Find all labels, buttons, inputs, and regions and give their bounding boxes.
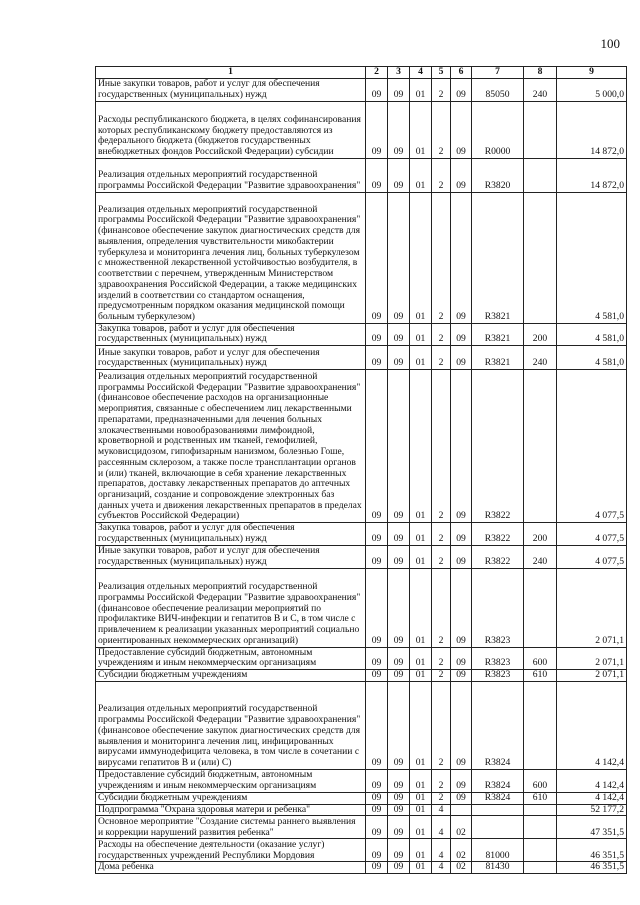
- row-code-cell-c6: 09: [451, 78, 472, 101]
- row-code-cell-c2: 09: [366, 545, 388, 568]
- row-name-cell: Закупка товаров, работ и услуг для обеспечения государственных (муниципальных) нужд: [96, 523, 366, 545]
- row-code-cell-c6: 09: [451, 192, 472, 323]
- row-name-cell: Субсидии бюджетным учреждениям: [96, 792, 366, 804]
- row-code-cell-c4: 01: [410, 101, 432, 158]
- table-row: [96, 158, 627, 192]
- row-code-cell-c3: 09: [388, 78, 410, 101]
- row-code-cell-c8: 610: [524, 670, 557, 682]
- row-code-cell-c7: R3824: [472, 769, 524, 792]
- row-code-cell-c4: 01: [410, 370, 432, 523]
- row-code-cell-c8: [524, 192, 557, 323]
- row-name-cell: Иные закупки товаров, работ и услуг для обеспечения государственных (муниципальных) нужд: [96, 346, 366, 370]
- row-code-cell-c4: 01: [410, 346, 432, 370]
- row-code-cell-c5: 2: [432, 192, 451, 323]
- row-code-cell-c4: 01: [410, 792, 432, 804]
- row-code-cell-c7: 85050: [472, 78, 524, 101]
- row-code-cell-c2: 09: [366, 346, 388, 370]
- row-name-cell: Расходы республиканского бюджета, в целях софинансирования которых республиканскому бюджету предоставляются из федерального бюджета (бюджетов государственных внебюджетных фондов Российской Федерации) субсидии: [96, 101, 366, 158]
- row-code-cell-c9: 14 872,0: [557, 158, 627, 192]
- row-code-cell-c2: 09: [366, 647, 388, 669]
- row-code-cell-c9: 46 351,5: [557, 862, 627, 874]
- row-code-cell-c4: 01: [410, 681, 432, 769]
- row-code-cell-c8: [524, 839, 557, 862]
- row-name-cell: Подпрограмма "Охрана здоровья матери и ребенка": [96, 804, 366, 816]
- row-code-cell-c5: 2: [432, 370, 451, 523]
- table-row: [96, 323, 627, 345]
- row-name-cell: Основное мероприятие "Создание системы раннего выявления и коррекции нарушений развития ребенка": [96, 816, 366, 839]
- row-code-cell-c4: 01: [410, 647, 432, 669]
- row-code-cell-c9: 52 177,2: [557, 804, 627, 816]
- row-code-cell-c6: 09: [451, 370, 472, 523]
- row-code-cell-c7: R3822: [472, 370, 524, 523]
- row-code-cell-c8: [524, 568, 557, 647]
- row-name-cell: Дома ребенка: [96, 862, 366, 874]
- row-code-cell-c6: [451, 804, 472, 816]
- row-code-cell-c9: 4 142,4: [557, 792, 627, 804]
- table-row: [96, 192, 627, 323]
- table-row: [96, 78, 627, 101]
- row-code-cell-c7: R3821: [472, 323, 524, 345]
- row-code-cell-c2: 09: [366, 769, 388, 792]
- row-code-cell-c2: 09: [366, 804, 388, 816]
- row-code-cell-c3: 09: [388, 545, 410, 568]
- row-code-cell-c8: [524, 158, 557, 192]
- table-row: [96, 568, 627, 647]
- row-code-cell-c3: 09: [388, 101, 410, 158]
- table-row: [96, 792, 627, 804]
- row-code-cell-c2: 09: [366, 681, 388, 769]
- row-code-cell-c7: R3823: [472, 647, 524, 669]
- row-code-cell-c5: 2: [432, 323, 451, 345]
- row-code-cell-c9: 2 071,1: [557, 568, 627, 647]
- row-code-cell-c3: 09: [388, 816, 410, 839]
- row-code-cell-c8: [524, 101, 557, 158]
- row-code-cell-c7: R3823: [472, 568, 524, 647]
- header-cell: 5: [432, 67, 451, 79]
- row-name-cell: Субсидии бюджетным учреждениям: [96, 670, 366, 682]
- row-code-cell-c3: 09: [388, 370, 410, 523]
- row-code-cell-c9: 2 071,1: [557, 670, 627, 682]
- row-code-cell-c4: 01: [410, 568, 432, 647]
- table-row: [96, 545, 627, 568]
- row-code-cell-c5: 4: [432, 804, 451, 816]
- row-code-cell-c4: 01: [410, 523, 432, 545]
- row-code-cell-c6: 09: [451, 323, 472, 345]
- row-code-cell-c9: 4 077,5: [557, 523, 627, 545]
- row-code-cell-c8: 240: [524, 78, 557, 101]
- row-code-cell-c4: 01: [410, 323, 432, 345]
- header-cell: 6: [451, 67, 472, 79]
- header-cell: 2: [366, 67, 388, 79]
- row-name-cell: Иные закупки товаров, работ и услуг для обеспечения государственных (муниципальных) нужд: [96, 78, 366, 101]
- table-row: [96, 670, 627, 682]
- row-code-cell-c5: 2: [432, 670, 451, 682]
- table-row: [96, 804, 627, 816]
- row-code-cell-c7: R3821: [472, 192, 524, 323]
- row-code-cell-c8: [524, 816, 557, 839]
- row-code-cell-c7: R3820: [472, 158, 524, 192]
- row-code-cell-c4: 01: [410, 78, 432, 101]
- row-code-cell-c5: 4: [432, 839, 451, 862]
- row-code-cell-c3: 09: [388, 769, 410, 792]
- row-code-cell-c2: 09: [366, 158, 388, 192]
- row-code-cell-c3: 09: [388, 670, 410, 682]
- table-header-row: [96, 67, 627, 79]
- row-name-cell: Реализация отдельных мероприятий государственной программы Российской Федерации "Развитие здравоохранения" (финансовое обеспечение закупок диагностических средств для выявления, определения чувствительности микобактерии туберкулеза и мониторинга лечения лиц, больных туберкулезом с множественной лекарственной устойчивостью возбудителя, в соответствии с перечнем, утвержденным Министерством здравоохранения Российской Федерации, а также медицинских изделий в соответствии со стандартом оснащения, предусмотренным порядком оказания медицинской помощи больным туберкулезом): [96, 192, 366, 323]
- row-code-cell-c4: 01: [410, 670, 432, 682]
- row-code-cell-c6: 09: [451, 681, 472, 769]
- row-code-cell-c5: 2: [432, 346, 451, 370]
- header-cell: 7: [472, 67, 524, 79]
- page-number: 100: [600, 36, 620, 51]
- row-code-cell-c5: 2: [432, 158, 451, 192]
- row-code-cell-c9: 46 351,5: [557, 839, 627, 862]
- table-row: [96, 839, 627, 862]
- row-code-cell-c8: 200: [524, 323, 557, 345]
- row-code-cell-c5: 2: [432, 545, 451, 568]
- row-code-cell-c9: 4 581,0: [557, 192, 627, 323]
- row-code-cell-c3: 09: [388, 647, 410, 669]
- row-code-cell-c8: 240: [524, 545, 557, 568]
- row-code-cell-c9: 4 581,0: [557, 346, 627, 370]
- row-code-cell-c4: 01: [410, 192, 432, 323]
- row-code-cell-c7: [472, 816, 524, 839]
- table-row: [96, 769, 627, 792]
- row-code-cell-c2: 09: [366, 670, 388, 682]
- row-code-cell-c5: 4: [432, 816, 451, 839]
- row-code-cell-c5: 2: [432, 647, 451, 669]
- row-code-cell-c6: 09: [451, 545, 472, 568]
- row-code-cell-c5: 2: [432, 568, 451, 647]
- row-name-cell: Реализация отдельных мероприятий государственной программы Российской Федерации "Развитие здравоохранения" (финансовое обеспечение закупок диагностических средств для выявления и мониторинга лечения лиц, инфицированных вирусами иммунодефицита человека, в том числе в сочетании с вирусами гепатитов В и (или) С): [96, 681, 366, 769]
- row-name-cell: Предоставление субсидий бюджетным, автономным учреждениям и иным некоммерческим организациям: [96, 647, 366, 669]
- row-code-cell-c3: 09: [388, 862, 410, 874]
- row-code-cell-c8: [524, 862, 557, 874]
- row-code-cell-c8: 600: [524, 769, 557, 792]
- row-name-cell: Предоставление субсидий бюджетным, автономным учреждениям и иным некоммерческим организациям: [96, 769, 366, 792]
- header-cell: 9: [557, 67, 627, 79]
- row-code-cell-c7: [472, 804, 524, 816]
- row-code-cell-c2: 09: [366, 101, 388, 158]
- row-code-cell-c5: 2: [432, 101, 451, 158]
- row-code-cell-c8: 200: [524, 523, 557, 545]
- row-code-cell-c5: 2: [432, 792, 451, 804]
- row-name-cell: Реализация отдельных мероприятий государственной программы Российской Федерации "Развитие здравоохранения" (финансовое обеспечение реализации мероприятий по профилактике ВИЧ-инфекции и гепатитов В и С, в том числе с привлечением к реализации указанных мероприятий социально ориентированных некоммерческих организаций): [96, 568, 366, 647]
- table-row: [96, 862, 627, 874]
- row-code-cell-c5: 4: [432, 862, 451, 874]
- row-code-cell-c3: 09: [388, 323, 410, 345]
- row-code-cell-c3: 09: [388, 158, 410, 192]
- row-code-cell-c2: 09: [366, 862, 388, 874]
- row-code-cell-c9: 4 142,4: [557, 769, 627, 792]
- row-code-cell-c6: 02: [451, 816, 472, 839]
- row-code-cell-c4: 01: [410, 862, 432, 874]
- table-row: [96, 681, 627, 769]
- row-code-cell-c3: 09: [388, 346, 410, 370]
- row-code-cell-c8: [524, 681, 557, 769]
- row-code-cell-c7: R0000: [472, 101, 524, 158]
- header-cell: 8: [524, 67, 557, 79]
- row-code-cell-c7: R3822: [472, 545, 524, 568]
- table-body: [96, 78, 627, 873]
- row-code-cell-c3: 09: [388, 681, 410, 769]
- row-code-cell-c2: 09: [366, 523, 388, 545]
- header-cell: 3: [388, 67, 410, 79]
- row-code-cell-c6: 09: [451, 769, 472, 792]
- row-code-cell-c9: 2 071,1: [557, 647, 627, 669]
- row-code-cell-c8: 240: [524, 346, 557, 370]
- row-code-cell-c7: 81430: [472, 862, 524, 874]
- row-code-cell-c6: 09: [451, 101, 472, 158]
- table-row: [96, 370, 627, 523]
- row-code-cell-c6: 02: [451, 862, 472, 874]
- row-code-cell-c6: 09: [451, 792, 472, 804]
- row-code-cell-c5: 2: [432, 681, 451, 769]
- row-name-cell: Расходы на обеспечение деятельности (оказание услуг) государственных учреждений Республики Мордовия: [96, 839, 366, 862]
- row-code-cell-c4: 01: [410, 839, 432, 862]
- row-code-cell-c5: 2: [432, 769, 451, 792]
- row-code-cell-c6: 09: [451, 158, 472, 192]
- header-cell: 4: [410, 67, 432, 79]
- row-code-cell-c5: 2: [432, 78, 451, 101]
- row-code-cell-c7: R3823: [472, 670, 524, 682]
- row-code-cell-c6: 09: [451, 647, 472, 669]
- row-code-cell-c6: 09: [451, 670, 472, 682]
- row-code-cell-c2: 09: [366, 568, 388, 647]
- row-code-cell-c9: 14 872,0: [557, 101, 627, 158]
- row-code-cell-c4: 01: [410, 545, 432, 568]
- row-code-cell-c8: 610: [524, 792, 557, 804]
- row-code-cell-c6: 02: [451, 839, 472, 862]
- row-code-cell-c2: 09: [366, 370, 388, 523]
- table-row: [96, 816, 627, 839]
- table-row: [96, 101, 627, 158]
- row-name-cell: Реализация отдельных мероприятий государственной программы Российской Федерации "Развитие здравоохранения" (финансовое обеспечение расходов на организационные мероприятия, связанные с обеспечением лиц лекарственными препаратами, предназначенными для лечения больных злокачественными новообразованиями лимфоидной, кроветворной и родственных им тканей, гемофилией, муковисцидозом, гипофизарным нанизмом, болезнью Гоше, рассеянным склерозом, а также после трансплантации органов и (или) тканей, включающие в себя хранение лекарственных препаратов, доставку лекарственных препаратов до аптечных организаций, создание и сопровождение электронных баз данных учета и движения лекарственных препаратов в пределах субъектов Российской Федерации): [96, 370, 366, 523]
- row-code-cell-c6: 09: [451, 568, 472, 647]
- row-code-cell-c6: 09: [451, 523, 472, 545]
- row-code-cell-c3: 09: [388, 568, 410, 647]
- row-name-cell: Реализация отдельных мероприятий государственной программы Российской Федерации "Развитие здравоохранения": [96, 158, 366, 192]
- header-cell: 1: [96, 67, 366, 79]
- row-code-cell-c7: 81000: [472, 839, 524, 862]
- table-row: [96, 647, 627, 669]
- row-name-cell: Иные закупки товаров, работ и услуг для обеспечения государственных (муниципальных) нужд: [96, 545, 366, 568]
- row-code-cell-c9: 47 351,5: [557, 816, 627, 839]
- row-name-cell: Закупка товаров, работ и услуг для обеспечения государственных (муниципальных) нужд: [96, 323, 366, 345]
- row-code-cell-c7: R3822: [472, 523, 524, 545]
- row-code-cell-c9: 4 077,5: [557, 545, 627, 568]
- row-code-cell-c6: 09: [451, 346, 472, 370]
- row-code-cell-c3: 09: [388, 804, 410, 816]
- row-code-cell-c2: 09: [366, 192, 388, 323]
- budget-table: [95, 66, 627, 874]
- row-code-cell-c3: 09: [388, 792, 410, 804]
- row-code-cell-c8: [524, 804, 557, 816]
- row-code-cell-c5: 2: [432, 523, 451, 545]
- row-code-cell-c9: 4 142,4: [557, 681, 627, 769]
- row-code-cell-c3: 09: [388, 839, 410, 862]
- row-code-cell-c4: 01: [410, 769, 432, 792]
- row-code-cell-c3: 09: [388, 192, 410, 323]
- row-code-cell-c2: 09: [366, 323, 388, 345]
- row-code-cell-c4: 01: [410, 816, 432, 839]
- row-code-cell-c8: [524, 370, 557, 523]
- row-code-cell-c4: 01: [410, 804, 432, 816]
- row-code-cell-c4: 01: [410, 158, 432, 192]
- row-code-cell-c2: 09: [366, 816, 388, 839]
- row-code-cell-c8: 600: [524, 647, 557, 669]
- row-code-cell-c7: R3824: [472, 681, 524, 769]
- table-row: [96, 523, 627, 545]
- row-code-cell-c9: 5 000,0: [557, 78, 627, 101]
- row-code-cell-c3: 09: [388, 523, 410, 545]
- row-code-cell-c2: 09: [366, 792, 388, 804]
- row-code-cell-c2: 09: [366, 78, 388, 101]
- row-code-cell-c9: 4 077,5: [557, 370, 627, 523]
- table-row: [96, 346, 627, 370]
- row-code-cell-c7: R3821: [472, 346, 524, 370]
- row-code-cell-c7: R3824: [472, 792, 524, 804]
- row-code-cell-c9: 4 581,0: [557, 323, 627, 345]
- row-code-cell-c2: 09: [366, 839, 388, 862]
